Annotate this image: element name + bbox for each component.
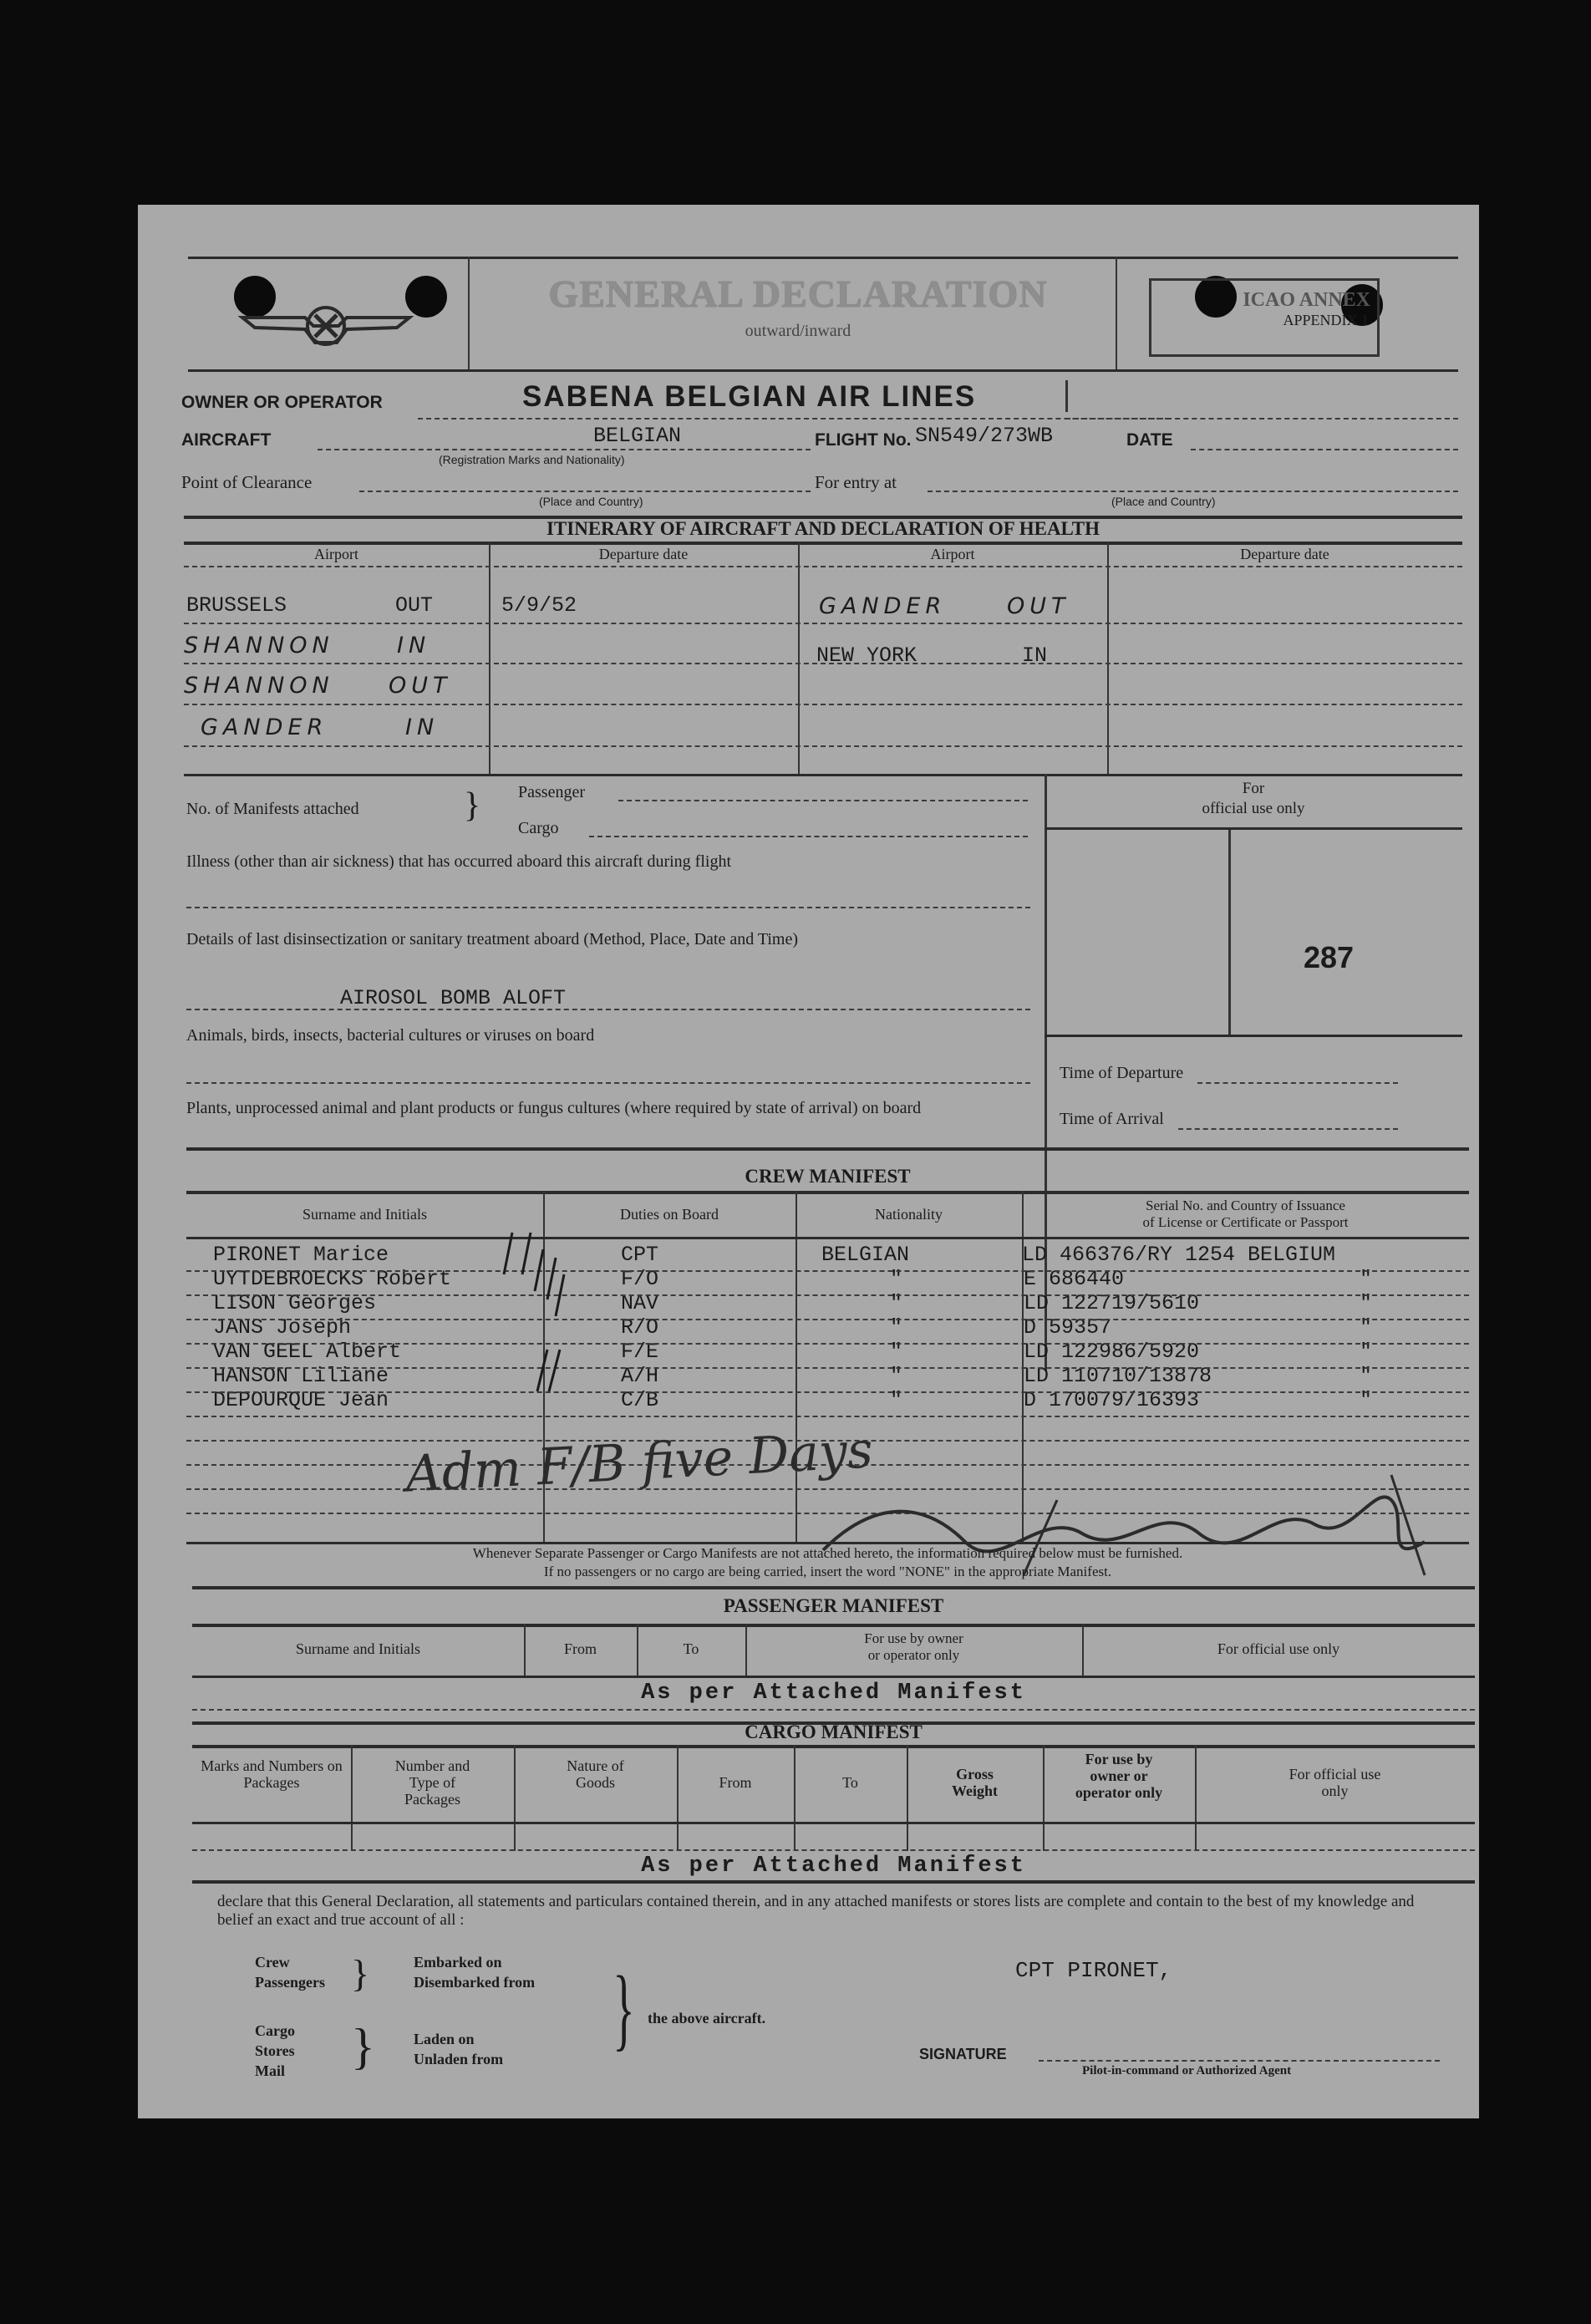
itinerary-airport: BRUSSELS [186,593,287,618]
signature-label: SIGNATURE [919,2046,1007,2062]
sabena-wings-logo-icon [238,292,414,359]
crew-row-name: VAN GEEL Albert [213,1340,402,1364]
crew-row-nationality: BELGIAN [821,1243,910,1267]
entry-label: For entry at [815,472,897,492]
owner-value: SABENA BELGIAN AIR LINES [522,380,977,413]
itinerary-airport: NEW YORK [816,643,917,668]
crew-row-serial: D 59357 [1024,1315,1112,1340]
crew-row-ditto: " [1360,1315,1373,1340]
itinerary-direction: OUT [395,593,434,618]
aircraft-label: AIRCRAFT [181,430,272,450]
handwritten-note: Adm F/B five Days [404,1421,875,1504]
crew-row-duty: A/H [621,1364,659,1388]
crew-row-duty: CPT [621,1243,659,1267]
crew-row-nationality: " [890,1267,903,1291]
itinerary-direction: IN [1022,643,1048,668]
crew-row-name: DEPOURQUE Jean [213,1388,389,1412]
flight-number-value: SN549/273WB [915,424,1054,448]
passenger-heading: PASSENGER MANIFEST [723,1595,944,1616]
itinerary-airport: SHANNON [184,673,334,699]
itinerary-direction: OUT [389,673,452,699]
declaration-sheet: GENERAL DECLARATION outward/inward ICAO ANNEX APPENDIX 1 OWNER OR OPERATOR SABENA BELGIAN AIR LINES AIRCRAFT BELGIAN (Registration Marks and Nationality) FLIGHT No. SN549/273WB DATE Point of Clearance (Place and Country) For entry at (Place and Country) ITINERARY OF AIRCRAFT AND DECLARATION OF HEALTH Airport Departure date Airport Departure date BRUSSELS OUT SHANNON IN SHANNON OUT GANDER IN 5/9/52 GANDER OUT NEW YORK IN No. of Manifests attached } Passenger Cargo Illness (other than air sickness) that has occurred aboard this aircraft during flight Details of last disinsectization or sanitary treatment aboard (Method, Place, Date and Time) AIROSOL BOMB ALOFT Animals, birds, insects, bacterial cultures or viruses on board Plants, unprocessed animal and plant products or fungus cultures (where required by state of arrival) on board For official use only 287 Time of Departure Time of Arrival CREW MANIFEST Surname and Initials Duties on Board Nationality Serial No. and Country of Issuance of License or Certificate or Passport PIRONET Marice CPT BELGIAN LD 466376/RY 1254 BELGIUM UYTDEBROECKS Robert F/O " E 686440 " LISON Georges NAV " LD 122719/5610 " JANS Joseph R/O " D 59357 " VAN GEEL Albert F/E " LD 122986/5920 " HANSON Liliane A/H " LD 110710/13878 " DEPOURQUE Jean C/B " D 170079/16393 " Adm F/B five Days Whenever Separate Passenger or Cargo Manifests are not attached hereto, the information required below must be furnished. If no passengers or no cargo are being carried, insert the word "NONE" in the appropriate Manifest. PASSENGER MANIFEST Surname and Initials From To For use by owner or operator only For official use only As per Attached Manifest CARGO MANIFEST Marks and Numbers on Packages Number and Type of Packages Nature of Goods From To Gross Weight For use by owner or operator only For official use only As per Attached Manifest declare that this General Declaration, all statements and particulars contained therein, and in any attached manifests or stores lists are complete and contain to the best of my knowledge and belief an exact and true account of all : Crew Passengers } Embarked on Disembarked from Cargo Stores Mail } Laden on Unladen from } the above aircraft. CPT PIRONET, SIGNATURE Pilot-in-command or Authorized Agent [138,205,1479,2118]
crew-row-nationality: " [890,1388,903,1412]
crew-row-serial: LD 122986/5920 [1024,1340,1200,1364]
passenger-stamp: As per Attached Manifest [641,1681,1026,1706]
crew-row-nationality: " [890,1315,903,1340]
form-subtitle: outward/inward [745,322,851,340]
registration-note: (Registration Marks and Nationality) [439,453,625,466]
crew-row-ditto: " [1360,1388,1373,1412]
crew-row-nationality: " [890,1340,903,1364]
flight-label: FLIGHT No. [815,430,912,450]
crew-row-duty: C/B [621,1388,659,1412]
crew-row-duty: NAV [621,1291,659,1315]
crew-row-name: UYTDEBROECKS Robert [213,1267,452,1291]
form-title: GENERAL DECLARATION [548,272,1048,315]
cargo-heading: CARGO MANIFEST [745,1721,923,1742]
itinerary-airport: GANDER [819,593,947,619]
crew-row-serial: LD 110710/13878 [1024,1364,1212,1388]
crew-row-ditto: " [1360,1340,1373,1364]
crew-row-ditto: " [1360,1291,1373,1315]
itinerary-direction: OUT [1007,593,1070,619]
crew-row-duty: R/O [621,1315,659,1340]
clearance-label: Point of Clearance [181,472,313,492]
annex-box: ICAO ANNEX APPENDIX 1 [1149,278,1380,357]
itinerary-date: 5/9/52 [501,593,577,618]
date-label: DATE [1126,430,1173,450]
declaration-text: declare that this General Declaration, all statements and particulars contained therein, and in any attached manifests or stores lists are complete and contain to the best of my knowledge and belief an exact and true account of all : [217,1893,1415,1929]
itinerary-direction: IN [405,714,440,740]
crew-row-ditto: " [1360,1364,1373,1388]
crew-row-name: PIRONET Marice [213,1243,389,1267]
itinerary-airport: GANDER [201,714,328,740]
itinerary-heading: ITINERARY OF AIRCRAFT AND DECLARATION OF HEALTH [546,518,1100,539]
handwritten-tick-marks [497,1224,614,1408]
crew-row-serial: D 170079/16393 [1024,1388,1200,1412]
disinsection-value: AIROSOL BOMB ALOFT [340,986,567,1010]
crew-row-name: HANSON Liliane [213,1364,389,1388]
crew-heading: CREW MANIFEST [745,1166,911,1187]
itinerary-direction: IN [397,633,431,659]
crew-row-serial: E 686440 [1024,1267,1125,1291]
cargo-stamp: As per Attached Manifest [641,1854,1026,1879]
owner-label: OWNER OR OPERATOR [181,393,383,412]
itinerary-airport: SHANNON [184,633,334,659]
aircraft-value: BELGIAN [593,424,682,448]
signer-name: CPT PIRONET, [1015,1958,1172,1983]
crew-row-duty: F/E [621,1340,659,1364]
crew-row-name: JANS Joseph [213,1315,352,1340]
crew-row-nationality: " [890,1291,903,1315]
stamp-number: 287 [1304,940,1355,974]
crew-row-ditto: " [1360,1267,1373,1291]
crew-row-nationality: " [890,1364,903,1388]
crew-row-serial: LD 122719/5610 [1024,1291,1200,1315]
crew-row-name: LISON Georges [213,1291,377,1315]
crew-row-serial: LD 466376/RY 1254 BELGIUM [1022,1243,1336,1267]
crew-row-duty: F/O [621,1267,659,1291]
